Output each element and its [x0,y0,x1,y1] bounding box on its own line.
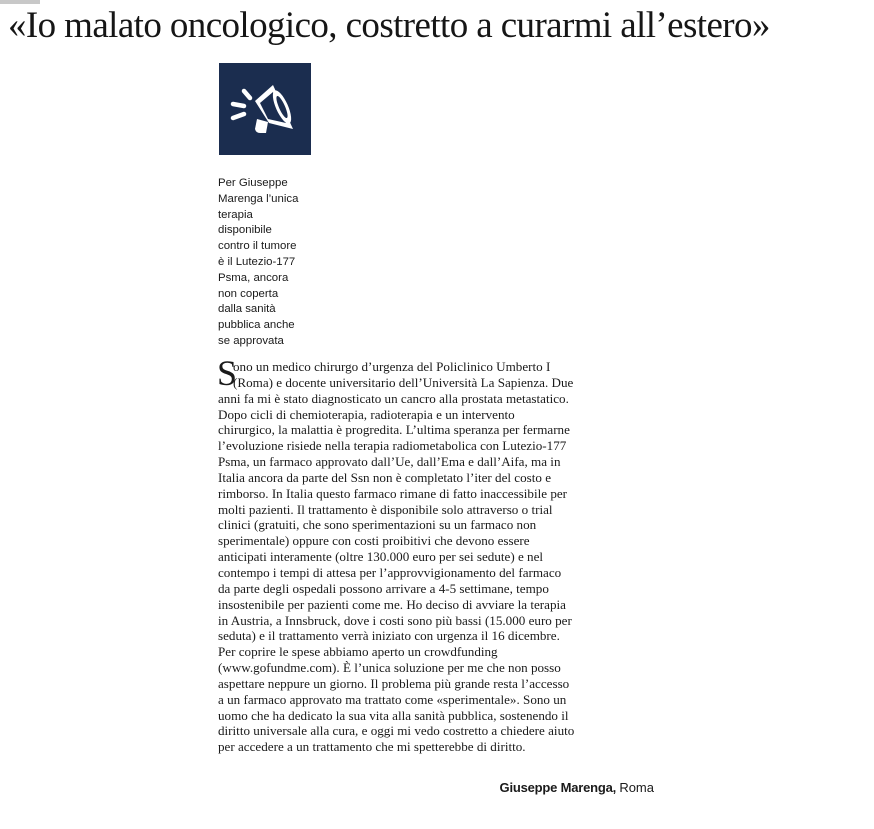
summary-line: Psma, ancora [218,271,289,284]
body-line: seduta) e il trattamento verrà iniziato con urgenza il 16 dicembre. [218,628,560,644]
body-line: insostenibile per pazienti come me. Ho deciso di avviare la terapia [218,596,566,612]
summary-line: pubblica anche [218,319,295,332]
body-line: in Austria, a Innsbruck, dove i costi sono più bassi (15.000 euro per [218,612,572,628]
author-name: Giuseppe Marenga, [499,780,617,795]
body-line: diritto universale alla cura, e oggi mi vedo costretto a chiedere aiuto [218,723,575,739]
summary-line: disponibile [218,224,272,237]
body-line: uomo che ha dedicato la sua vita alla sanità pubblica, sostenendo il [218,707,569,723]
body-line: per accedere a un trattamento che mi spetterebbe di diritto. [218,739,526,755]
body-line: Psma, un farmaco approvato dall’Ue, dall’Ema e dall’Aifa, ma in [218,454,561,470]
body-line: Per coprire le spese abbiamo aperto un crowdfunding [218,644,498,660]
summary-line: terapia [218,208,253,221]
body-line: anni fa mi è stato diagnosticato un cancro alla prostata metastatico. [218,390,569,406]
summary-line: contro il tumore [218,240,297,253]
article-signature [500,780,654,796]
summary-line: non coperta [218,287,279,300]
body-line: sperimentale) oppure con costi proibitivi che devono essere [218,533,530,549]
body-line: a un farmaco approvato ma trattato come «sperimentale». Sono un [218,691,567,707]
article-body [218,359,658,755]
body-line: contempo i tempi di attesa per l’approvvigionamento del farmaco [218,564,562,580]
summary-line: dalla sanità [218,303,276,316]
body-line: chirurgico, la malattia è progredita. L’ultima speranza per fermarne [218,422,570,438]
body-line: Dopo cicli di chemioterapia, radioterapia e un intervento [218,406,515,422]
author-city: Roma [619,780,654,795]
summary-line: è il Lutezio-177 [218,255,296,268]
summary-line: Marenga l’unica [218,192,299,205]
body-line: clinici (gratuiti, che sono sperimentazioni su un farmaco non [218,517,537,533]
summary-line: Per Giuseppe [218,177,288,189]
body-line: molti pazienti. Il trattamento è disponibile solo attraverso o trial [218,501,553,517]
article-summary [218,176,328,350]
body-line: ono un medico chirurgo d’urgenza del Policlinico Umberto I [233,359,551,374]
body-line: (www.gofundme.com). È l’unica soluzione per me che non posso [218,660,561,676]
body-line: Italia ancora da parte del Ssn non è completato l’iter del costo e [218,469,552,485]
drop-cap: S [217,353,238,393]
megaphone-icon [219,63,311,155]
body-line: aspettare neppure un giorno. Il problema più grande resta l’accesso [218,675,570,691]
body-line: da parte degli ospedali possono arrivare a 4-5 settimane, tempo [218,580,549,596]
body-line: l’evoluzione risiede nella terapia radiometabolica con Lutezio-177 [218,438,567,454]
body-line: anticipati interamente (oltre 130.000 euro per sei sedute) e nel [218,549,544,565]
summary-line: se approvata [218,334,284,347]
body-line: (Roma) e docente universitario dell’Università La Sapienza. Due [233,374,574,390]
article-headline: «Io malato oncologico, costretto a curarmi all’estero» [8,5,770,46]
body-line: rimborso. In Italia questo farmaco rimane di fatto inaccessibile per [218,485,568,501]
